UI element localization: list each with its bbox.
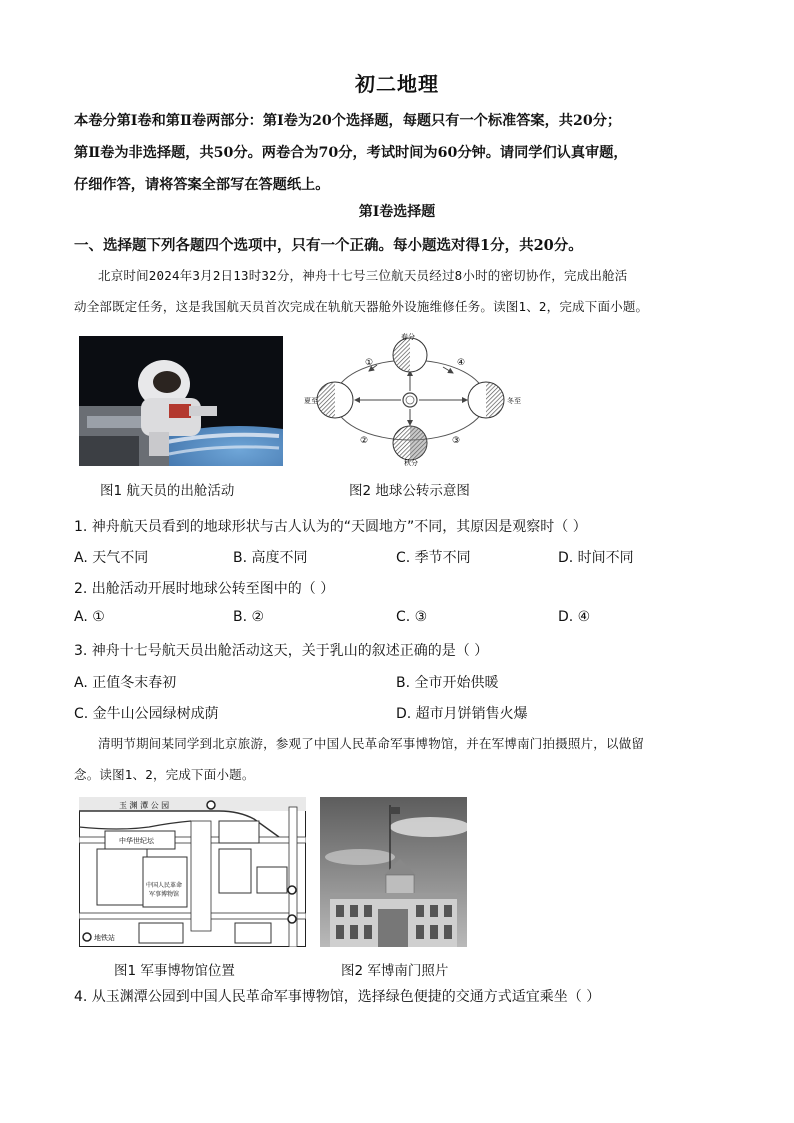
- question-1-stem: 1. 神舟航天员看到的地球形状与古人认为的“天圆地方”不同，其原因是观察时（ ）: [74, 519, 587, 535]
- question-3-option-d[interactable]: D. 超市月饼销售火爆: [396, 706, 528, 722]
- label-autumn: 秋分: [404, 459, 418, 466]
- map-label-park: 玉 渊 潭 公 园: [119, 801, 170, 810]
- map-legend-subway: 地铁站: [94, 934, 115, 942]
- museum-location-map: [79, 797, 306, 947]
- page-title: 初二地理: [355, 72, 439, 96]
- label-spring: 春分: [401, 333, 415, 341]
- map-label-altar: 中华世纪坛: [119, 837, 154, 845]
- part-one-heading: 一、选择题下列各题四个选项中，只有一个正确。每小题选对得1分，共20分。: [74, 237, 583, 254]
- question-1-option-c[interactable]: C. 季节不同: [396, 550, 471, 566]
- question-2-option-b[interactable]: B. ②: [233, 609, 265, 625]
- question-1-option-b[interactable]: B. 高度不同: [233, 550, 308, 566]
- label-position-3: ③: [452, 436, 461, 446]
- label-winter: 冬至: [507, 397, 521, 405]
- figure-2-caption: 图2 地球公转示意图: [349, 483, 470, 499]
- question-2-option-d[interactable]: D. ④: [558, 609, 591, 625]
- exam-intro-line-2: 第Ⅱ卷为非选择题，共50分。两卷合为70分，考试时间为60分钟。请同学们认真审题，: [74, 145, 628, 161]
- map-label-museum-line-2: 军事博物馆: [149, 891, 180, 898]
- museum-gate-photo: [320, 797, 467, 947]
- astronaut-photo: [79, 336, 283, 466]
- exam-intro-line-1: 本卷分第Ⅰ卷和第Ⅱ卷两部分：第Ⅰ卷为20个选择题，每题只有一个标准答案，共20分；: [74, 113, 622, 129]
- question-3-option-c[interactable]: C. 金牛山公园绿树成荫: [74, 706, 219, 722]
- label-position-4: ④: [457, 358, 466, 368]
- label-summer: 夏至: [304, 397, 318, 405]
- question-3-stem: 3. 神舟十七号航天员出舱活动这天，关于乳山的叙述正确的是（ ）: [74, 643, 489, 659]
- section-title: 第Ⅰ卷选择题: [358, 204, 436, 220]
- question-2-stem: 2. 出舱活动开展时地球公转至图中的（ ）: [74, 581, 335, 597]
- label-position-2: ②: [360, 436, 369, 446]
- question-2-option-c[interactable]: C. ③: [396, 609, 428, 625]
- figure-museum-gate-caption: 图2 军博南门照片: [341, 963, 449, 979]
- map-label-museum-line-1: 中国人民革命: [146, 882, 183, 889]
- question-4-stem: 4. 从玉渊潭公园到中国人民革命军事博物馆，选择绿色便捷的交通方式适宜乘坐（ ）: [74, 989, 601, 1005]
- figure-1-caption: 图1 航天员的出舱活动: [100, 483, 235, 499]
- exam-intro-line-3: 仔细作答，请将答案全部写在答题纸上。: [74, 177, 330, 193]
- question-2-option-a[interactable]: A. ①: [74, 609, 105, 625]
- question-3-option-a[interactable]: A. 正值冬末春初: [74, 675, 177, 691]
- earth-revolution-diagram: [297, 333, 523, 466]
- figure-museum-location-caption: 图1 军事博物馆位置: [114, 963, 235, 979]
- passage-1-line-2: 动全部既定任务，这是我国航天员首次完成在轨航天器舱外设施维修任务。读图1、2，完成下面小题。: [74, 299, 649, 314]
- question-1-option-d[interactable]: D. 时间不同: [558, 550, 634, 566]
- passage-2-line-1: 清明节期间某同学到北京旅游，参观了中国人民革命军事博物馆，并在军博南门拍摄照片，以做留: [98, 736, 645, 751]
- question-1-option-a[interactable]: A. 天气不同: [74, 550, 149, 566]
- passage-2-line-2: 念。读图1、2，完成下面小题。: [74, 767, 255, 782]
- passage-1-line-1: 北京时间2024年3月2日13时32分，神舟十七号三位航天员经过8小时的密切协作，完成出舱活: [98, 268, 628, 283]
- question-3-option-b[interactable]: B. 全市开始供暖: [396, 675, 499, 691]
- label-position-1: ①: [365, 358, 374, 368]
